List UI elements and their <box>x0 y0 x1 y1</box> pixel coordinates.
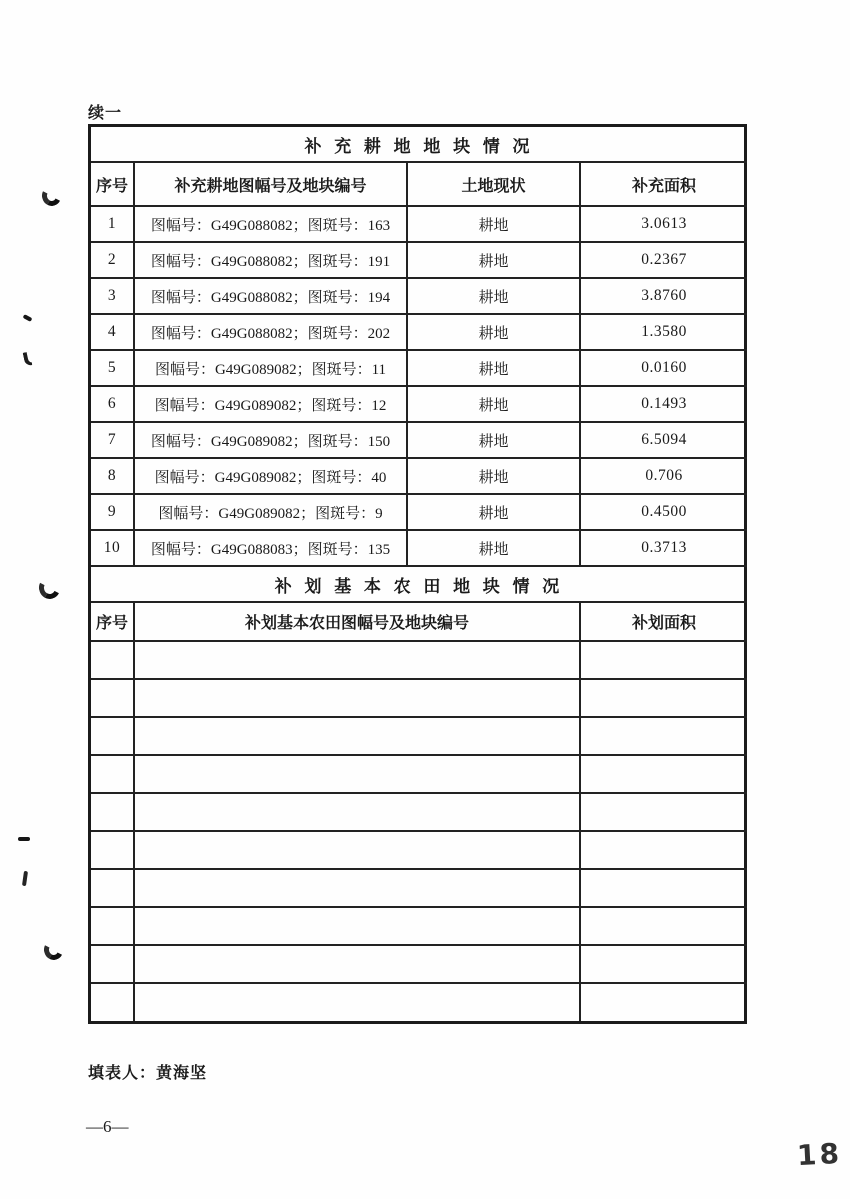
table-row <box>91 314 747 350</box>
page-number: —6— <box>86 1117 129 1136</box>
empty-cell <box>134 869 580 907</box>
ink-smudge <box>39 184 63 209</box>
empty-cell <box>134 641 580 679</box>
table-row <box>91 458 747 494</box>
table-row <box>91 127 747 162</box>
cell-area: 3.8760 <box>580 278 747 314</box>
empty-table-row <box>91 793 747 831</box>
empty-cell <box>134 945 580 983</box>
cell-status: 耕地 <box>407 242 580 278</box>
empty-cell <box>134 793 580 831</box>
cell-plot: 图幅号：G49G088083；图斑号：135 <box>134 530 407 566</box>
empty-cell <box>91 679 134 717</box>
empty-cell <box>580 907 747 945</box>
cell-area: 6.5094 <box>580 422 747 458</box>
cell-status: 耕地 <box>407 314 580 350</box>
empty-cell <box>580 793 747 831</box>
empty-table-row <box>91 945 747 983</box>
empty-cell <box>134 983 580 1021</box>
ink-smudge <box>18 837 30 841</box>
table-row <box>91 206 747 242</box>
empty-cell <box>91 717 134 755</box>
cell-seq: 9 <box>91 494 134 530</box>
table-row <box>91 386 747 422</box>
empty-cell <box>580 983 747 1021</box>
cell-status: 耕地 <box>407 458 580 494</box>
header-basic-farmland-plot: 补划基本农田图幅号及地块编号 <box>134 602 580 641</box>
basic-farmland-table <box>91 567 747 1021</box>
table-row <box>91 278 747 314</box>
cell-plot: 图幅号：G49G088082；图斑号：191 <box>134 242 407 278</box>
empty-cell <box>134 907 580 945</box>
cell-area: 3.0613 <box>580 206 747 242</box>
empty-cell <box>580 717 747 755</box>
ink-smudge <box>41 938 65 963</box>
empty-cell <box>91 945 134 983</box>
cell-seq: 1 <box>91 206 134 242</box>
empty-table-row <box>91 679 747 717</box>
cell-plot: 图幅号：G49G089082；图斑号：150 <box>134 422 407 458</box>
cell-area: 0.0160 <box>580 350 747 386</box>
empty-table-row <box>91 869 747 907</box>
cell-seq: 4 <box>91 314 134 350</box>
cell-status: 耕地 <box>407 494 580 530</box>
cell-area: 0.4500 <box>580 494 747 530</box>
cell-status: 耕地 <box>407 386 580 422</box>
empty-cell <box>91 755 134 793</box>
empty-cell <box>580 945 747 983</box>
empty-cell <box>91 641 134 679</box>
cell-seq: 6 <box>91 386 134 422</box>
cell-plot: 图幅号：G49G088082；图斑号：163 <box>134 206 407 242</box>
cell-seq: 5 <box>91 350 134 386</box>
table-row <box>91 242 747 278</box>
cell-status: 耕地 <box>407 350 580 386</box>
supplementary-farmland-table <box>91 127 747 567</box>
empty-cell <box>134 831 580 869</box>
empty-cell <box>91 869 134 907</box>
empty-cell <box>91 983 134 1021</box>
empty-cell <box>91 907 134 945</box>
cell-seq: 8 <box>91 458 134 494</box>
empty-table-row <box>91 717 747 755</box>
cell-seq: 3 <box>91 278 134 314</box>
empty-table-row <box>91 831 747 869</box>
continuation-label: 续一 <box>88 105 123 122</box>
cell-area: 0.1493 <box>580 386 747 422</box>
table-row <box>91 422 747 458</box>
empty-cell <box>134 717 580 755</box>
ink-smudge <box>22 871 28 886</box>
cell-area: 1.3580 <box>580 314 747 350</box>
ink-smudge <box>23 351 33 366</box>
table-row <box>91 530 747 566</box>
empty-cell <box>580 641 747 679</box>
cell-area: 0.3713 <box>580 530 747 566</box>
empty-cell <box>134 755 580 793</box>
cell-plot: 图幅号：G49G088082；图斑号：202 <box>134 314 407 350</box>
table-row <box>91 567 747 602</box>
empty-cell <box>580 831 747 869</box>
cell-seq: 7 <box>91 422 134 458</box>
header-seq: 序号 <box>91 162 134 206</box>
land-plot-tables <box>88 124 747 1024</box>
table2-title: 补 划 基 本 农 田 地 块 情 况 <box>91 567 747 602</box>
form-filler-label: 填表人：黄海坚 <box>88 1065 208 1082</box>
ink-smudge <box>23 314 33 322</box>
cell-plot: 图幅号：G49G089082；图斑号：12 <box>134 386 407 422</box>
cell-status: 耕地 <box>407 530 580 566</box>
empty-cell <box>91 793 134 831</box>
header-seq: 序号 <box>91 602 134 641</box>
table1-title: 补 充 耕 地 地 块 情 况 <box>91 127 747 162</box>
cell-status: 耕地 <box>407 278 580 314</box>
cell-plot: 图幅号：G49G089082；图斑号：11 <box>134 350 407 386</box>
empty-table-row <box>91 641 747 679</box>
empty-table-row <box>91 755 747 793</box>
table-header-row <box>91 162 747 206</box>
cell-seq: 10 <box>91 530 134 566</box>
header-supplement-area: 补充面积 <box>580 162 747 206</box>
empty-cell <box>580 755 747 793</box>
empty-cell <box>580 869 747 907</box>
table-row <box>91 350 747 386</box>
cell-area: 0.2367 <box>580 242 747 278</box>
stamped-sheet-number: 18 <box>796 1136 843 1173</box>
empty-cell <box>580 679 747 717</box>
cell-area: 0.706 <box>580 458 747 494</box>
table-header-row <box>91 602 747 641</box>
cell-plot: 图幅号：G49G088082；图斑号：194 <box>134 278 407 314</box>
ink-smudge <box>36 574 63 601</box>
empty-table-row <box>91 983 747 1021</box>
header-land-status: 土地现状 <box>407 162 580 206</box>
header-redesignated-area: 补划面积 <box>580 602 747 641</box>
cell-plot: 图幅号：G49G089082；图斑号：40 <box>134 458 407 494</box>
empty-cell <box>91 831 134 869</box>
empty-cell <box>134 679 580 717</box>
header-plot-number: 补充耕地图幅号及地块编号 <box>134 162 407 206</box>
cell-status: 耕地 <box>407 422 580 458</box>
empty-table-row <box>91 907 747 945</box>
cell-status: 耕地 <box>407 206 580 242</box>
table-row <box>91 494 747 530</box>
cell-seq: 2 <box>91 242 134 278</box>
cell-plot: 图幅号：G49G089082；图斑号：9 <box>134 494 407 530</box>
